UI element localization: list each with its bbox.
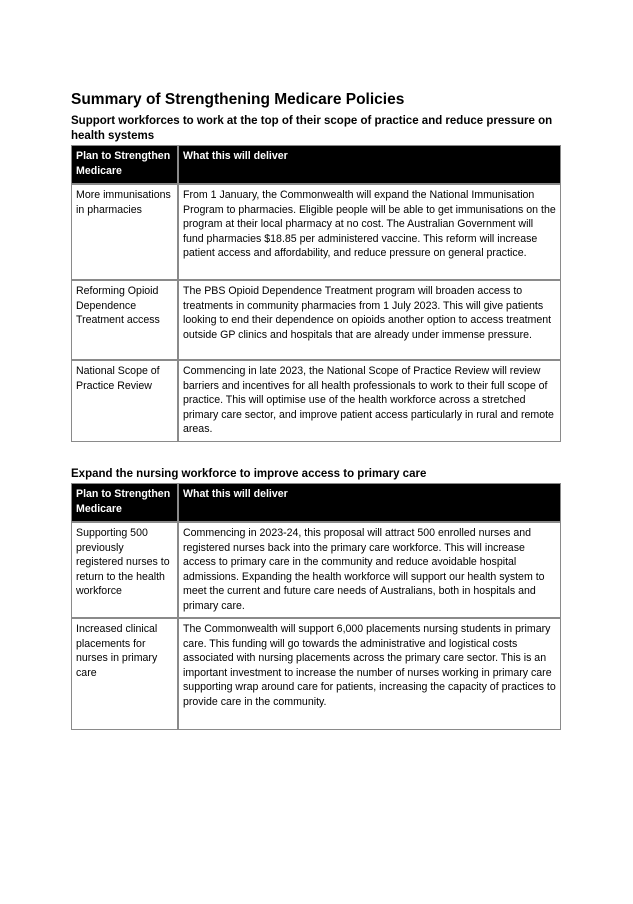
column-header-plan: Plan to Strengthen Medicare [72, 146, 179, 185]
column-header-deliver: What this will deliver [179, 146, 560, 185]
deliver-cell: Commencing in late 2023, the National Scope of Practice Review will review barriers and incentives for all health professionals to work to their full scope of practice. This will optimise use of the health workforce across a stretched primary care sector, and improve patient access particularly in rural and remote areas. [183, 365, 554, 436]
policy-table [71, 145, 561, 442]
plan-cell: Reforming Opioid Dependence Treatment access [72, 281, 179, 361]
table-row [72, 523, 560, 619]
table-header-row [72, 484, 560, 523]
column-header-plan: Plan to Strengthen Medicare [72, 484, 179, 523]
plan-cell: More immunisations in pharmacies [72, 185, 179, 281]
table-header-row [72, 146, 560, 185]
deliver-cell: The PBS Opioid Dependence Treatment program will broaden access to treatments in community pharmacies from 1 July 2023. This will give patients looking to end their dependence on opioids another option to access treatment outside GP clinics and hospitals that are already under immense pressure. [179, 281, 560, 361]
plan-cell: National Scope of Practice Review [72, 361, 179, 441]
deliver-cell: The Commonwealth will support 6,000 placements nursing students in primary care. This funding will go towards the administrative and logistical costs associated with nursing placements across the primary care sector. This is an important investment to increase the number of nurses working in primary care supporting wrap around care for patients, increasing the capacity of practices to provide care in the community. [183, 623, 556, 708]
section-heading: Support workforces to work at the top of their scope of practice and reduce pressure on health systems [71, 115, 553, 142]
column-header-deliver: What this will deliver [179, 484, 560, 523]
policy-table [71, 483, 561, 730]
plan-cell: Increased clinical placements for nurses in primary care [72, 619, 179, 729]
table-row [72, 619, 560, 729]
table-row [72, 361, 560, 441]
deliver-cell: From 1 January, the Commonwealth will expand the National Immunisation Program to pharmacies. Eligible people will be able to get immunisations on the program at their local pharmacy at no cost. The Australian Government will fund pharmacies $18.85 per administered vaccine. This reform will increase patient access and affordability, and reduce pressure on general practice. [179, 185, 560, 281]
document-page [71, 90, 561, 730]
table-row [72, 185, 560, 281]
table-row [72, 281, 560, 361]
plan-cell: Supporting 500 previously registered nurses to return to the health workforce [72, 523, 179, 619]
deliver-cell: Commencing in 2023-24, this proposal will attract 500 enrolled nurses and registered nurses back into the primary care workforce. This will increase access to primary care in the community and reduce avoidable hospital admissions. Expanding the health workforce will support our health system to meet the current and future care needs of Australians, both in hospitals and primary care. [179, 523, 560, 619]
section-heading: Expand the nursing workforce to improve access to primary care [71, 468, 427, 480]
page-title: Summary of Strengthening Medicare Policies [71, 91, 405, 108]
